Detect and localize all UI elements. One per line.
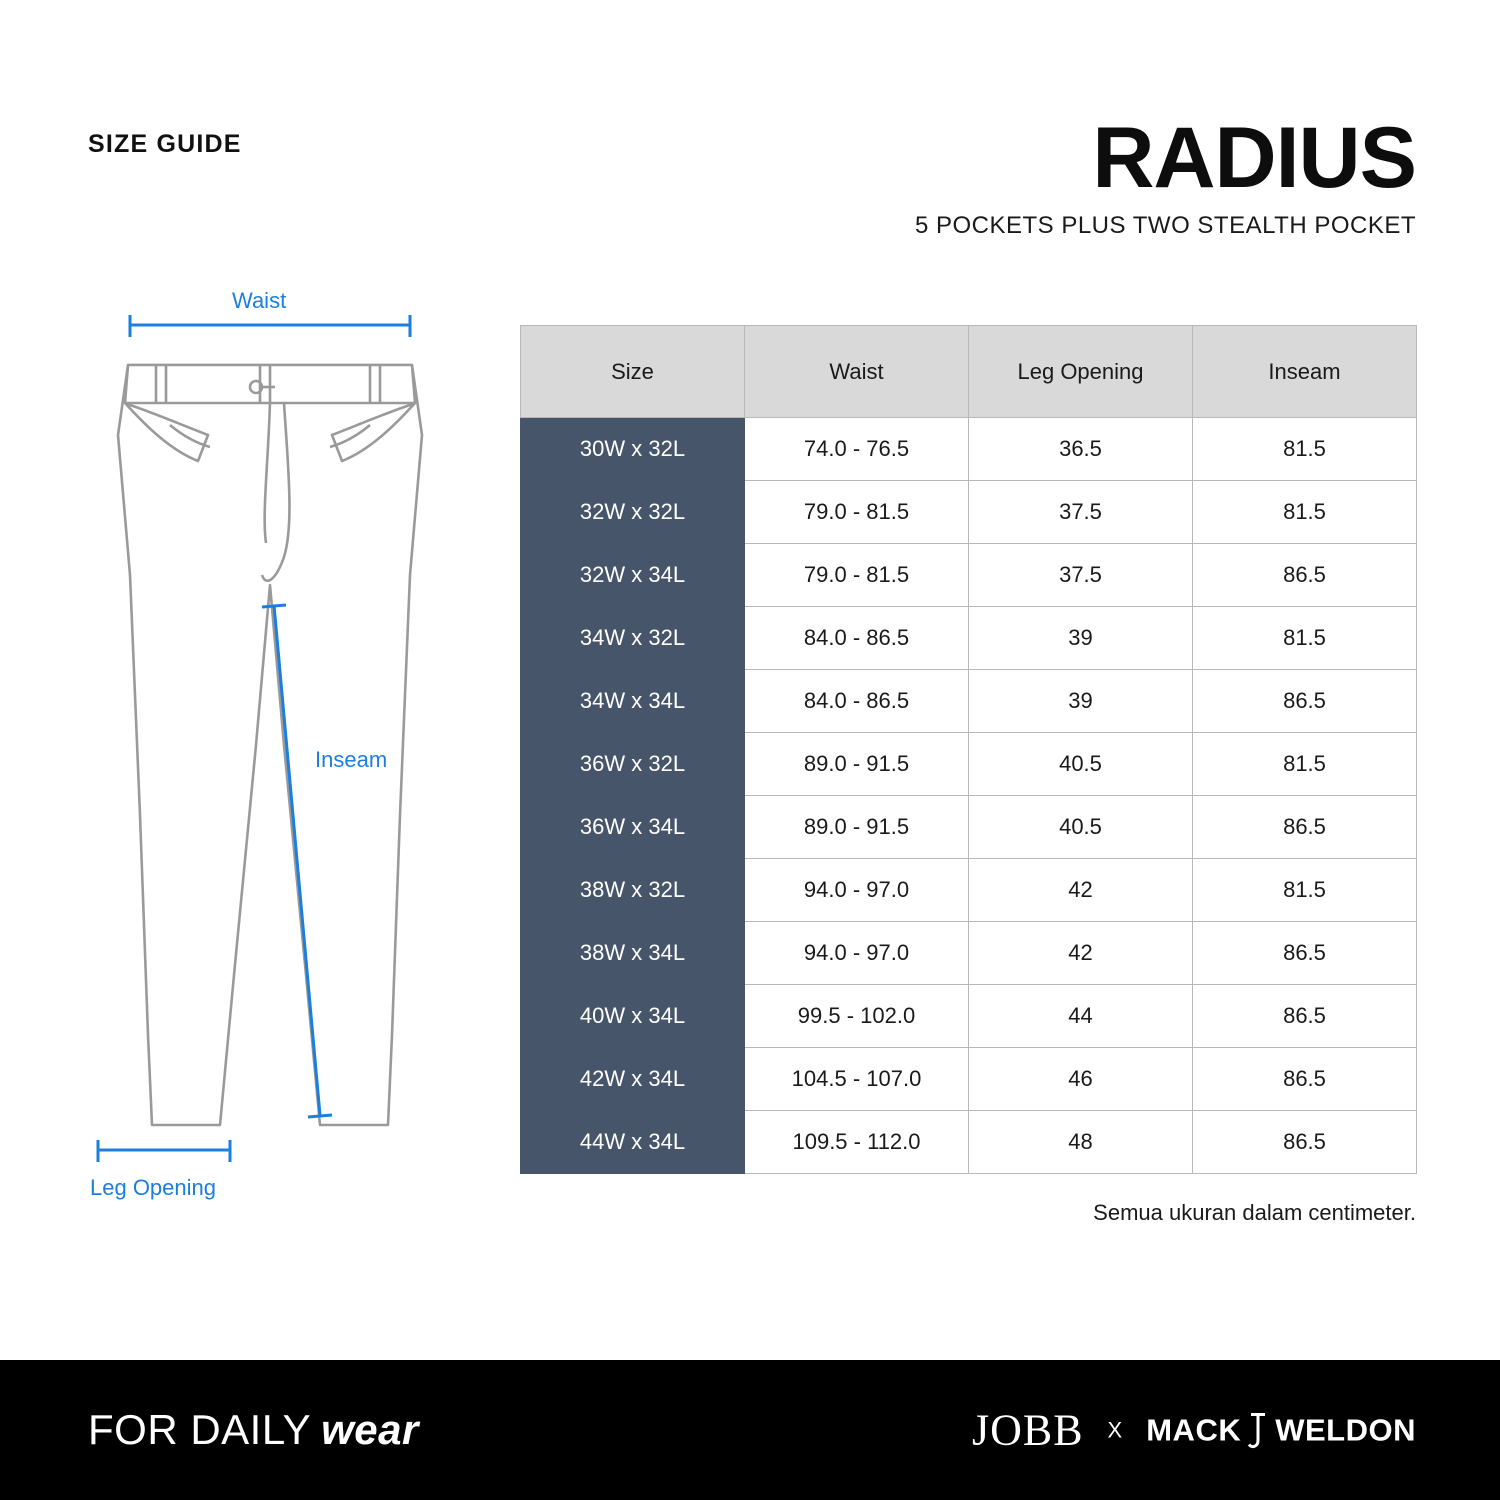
cell-size: 40W x 34L xyxy=(521,985,745,1048)
cell-waist: 94.0 - 97.0 xyxy=(745,859,969,922)
mack-logo-text: MACK xyxy=(1146,1412,1242,1447)
mack-weldon-logo xyxy=(1146,1410,1416,1450)
cell-inseam: 86.5 xyxy=(1193,670,1417,733)
collab-x-icon: X xyxy=(1107,1417,1123,1442)
cell-leg-opening: 40.5 xyxy=(969,733,1193,796)
cell-inseam: 86.5 xyxy=(1193,796,1417,859)
column-header-size: Size xyxy=(521,326,745,418)
cell-leg-opening: 48 xyxy=(969,1111,1193,1174)
pants-diagram xyxy=(70,275,490,1235)
cell-size: 38W x 34L xyxy=(521,922,745,985)
cell-size: 34W x 34L xyxy=(521,670,745,733)
column-header-leg-opening: Leg Opening xyxy=(969,326,1193,418)
cell-leg-opening: 39 xyxy=(969,670,1193,733)
cell-leg-opening: 39 xyxy=(969,607,1193,670)
table-row xyxy=(521,1111,1417,1174)
cell-inseam: 81.5 xyxy=(1193,418,1417,481)
mack-weldon-mark-icon xyxy=(1241,1410,1275,1450)
cell-inseam: 86.5 xyxy=(1193,922,1417,985)
cell-inseam: 86.5 xyxy=(1193,544,1417,607)
table-header-row xyxy=(521,326,1417,418)
footer-brand-lockup xyxy=(972,1405,1416,1456)
table-row xyxy=(521,670,1417,733)
table-row xyxy=(521,1048,1417,1111)
cell-waist: 79.0 - 81.5 xyxy=(745,544,969,607)
page-title: SIZE GUIDE xyxy=(88,130,242,158)
cell-waist: 84.0 - 86.5 xyxy=(745,670,969,733)
footer-tagline xyxy=(88,1406,419,1454)
pants-illustration xyxy=(70,275,490,1235)
cell-leg-opening: 37.5 xyxy=(969,544,1193,607)
leg-opening-label: Leg Opening xyxy=(90,1175,216,1200)
cell-inseam: 86.5 xyxy=(1193,1048,1417,1111)
cell-waist: 89.0 - 91.5 xyxy=(745,796,969,859)
table-row xyxy=(521,922,1417,985)
table-row xyxy=(521,985,1417,1048)
footer-tagline-italic: wear xyxy=(321,1406,419,1453)
table-row xyxy=(521,733,1417,796)
cell-leg-opening: 44 xyxy=(969,985,1193,1048)
cell-size: 36W x 34L xyxy=(521,796,745,859)
waist-label: Waist xyxy=(232,288,287,313)
weldon-logo-text: WELDON xyxy=(1275,1412,1416,1447)
table-body xyxy=(521,418,1417,1174)
table-row xyxy=(521,607,1417,670)
cell-waist: 89.0 - 91.5 xyxy=(745,733,969,796)
size-table-wrapper xyxy=(520,325,1416,1174)
cell-inseam: 86.5 xyxy=(1193,985,1417,1048)
cell-size: 32W x 34L xyxy=(521,544,745,607)
cell-waist: 99.5 - 102.0 xyxy=(745,985,969,1048)
cell-inseam: 81.5 xyxy=(1193,481,1417,544)
size-table xyxy=(520,325,1417,1174)
cell-waist: 104.5 - 107.0 xyxy=(745,1048,969,1111)
page-header xyxy=(0,0,1500,280)
cell-inseam: 86.5 xyxy=(1193,1111,1417,1174)
cell-waist: 74.0 - 76.5 xyxy=(745,418,969,481)
cell-waist: 109.5 - 112.0 xyxy=(745,1111,969,1174)
page-footer xyxy=(0,1360,1500,1500)
cell-inseam: 81.5 xyxy=(1193,607,1417,670)
footer-tagline-light: FOR DAILY xyxy=(88,1406,312,1453)
cell-inseam: 81.5 xyxy=(1193,733,1417,796)
table-row xyxy=(521,859,1417,922)
leg-opening-dimension-line xyxy=(98,1140,230,1162)
column-header-inseam: Inseam xyxy=(1193,326,1417,418)
cell-waist: 84.0 - 86.5 xyxy=(745,607,969,670)
cell-size: 44W x 34L xyxy=(521,1111,745,1174)
cell-leg-opening: 37.5 xyxy=(969,481,1193,544)
table-row xyxy=(521,544,1417,607)
cell-size: 42W x 34L xyxy=(521,1048,745,1111)
cell-size: 30W x 32L xyxy=(521,418,745,481)
cell-leg-opening: 36.5 xyxy=(969,418,1193,481)
brand-title: RADIUS xyxy=(1092,110,1416,206)
column-header-waist: Waist xyxy=(745,326,969,418)
cell-size: 34W x 32L xyxy=(521,607,745,670)
table-row xyxy=(521,796,1417,859)
cell-size: 36W x 32L xyxy=(521,733,745,796)
cell-leg-opening: 42 xyxy=(969,859,1193,922)
units-note: Semua ukuran dalam centimeter. xyxy=(1093,1200,1416,1225)
waist-dimension-line xyxy=(130,315,410,337)
table-row xyxy=(521,481,1417,544)
cell-leg-opening: 40.5 xyxy=(969,796,1193,859)
cell-waist: 94.0 - 97.0 xyxy=(745,922,969,985)
cell-size: 38W x 32L xyxy=(521,859,745,922)
table-row xyxy=(521,418,1417,481)
cell-leg-opening: 46 xyxy=(969,1048,1193,1111)
cell-waist: 79.0 - 81.5 xyxy=(745,481,969,544)
brand-block xyxy=(914,110,1416,240)
cell-leg-opening: 42 xyxy=(969,922,1193,985)
cell-inseam: 81.5 xyxy=(1193,859,1417,922)
cell-size: 32W x 32L xyxy=(521,481,745,544)
brand-subtitle: 5 POCKETS PLUS TWO STEALTH POCKET xyxy=(914,211,1416,239)
jobb-logo: JOBB xyxy=(971,1405,1084,1455)
pants-outline xyxy=(118,365,422,1125)
inseam-label: Inseam xyxy=(315,747,388,772)
